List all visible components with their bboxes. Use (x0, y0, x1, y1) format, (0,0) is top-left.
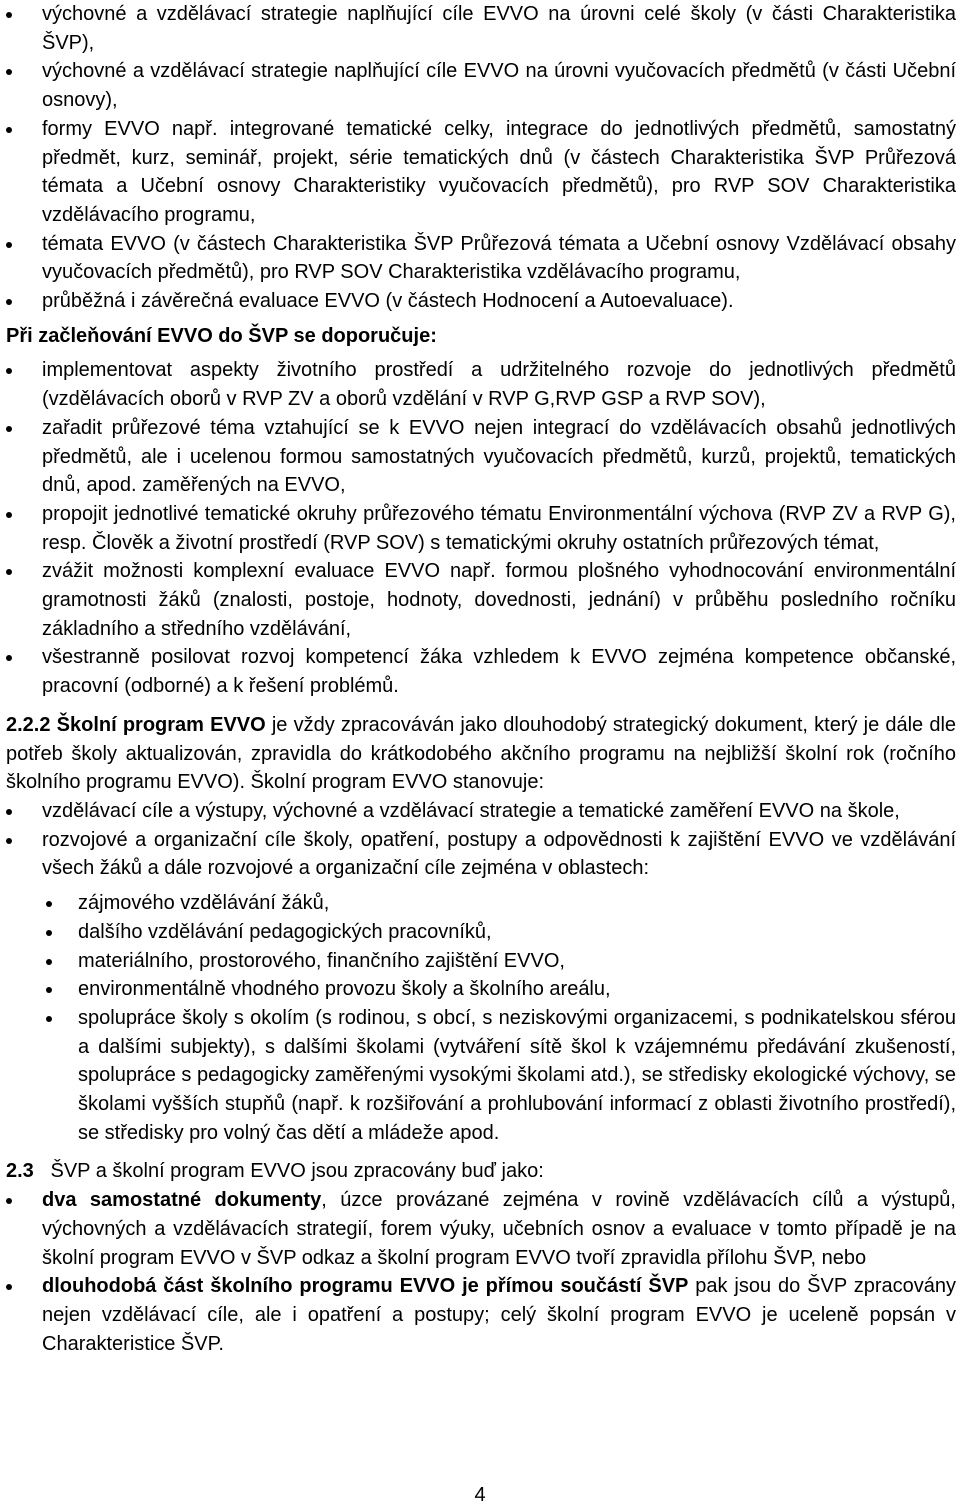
section-title: Školní program EVVO (56, 713, 266, 736)
list-item: výchovné a vzdělávací strategie naplňující cíle EVVO na úrovni celé školy (v části Charakteristika ŠVP), (6, 0, 956, 57)
list-item: implementovat aspekty životního prostředí a udržitelného rozvoje do jednotlivých předmětů (vzdělávacích oborů v RVP ZV a oborů vzdělání v RVP G,RVP GSP a RVP SOV), (6, 356, 956, 413)
list-item (6, 1272, 956, 1358)
list-top (6, 0, 956, 316)
list-item: dalšího vzdělávání pedagogických pracovníků, (6, 918, 956, 947)
section-text: ŠVP a školní program EVVO jsou zpracovány buď jako: (50, 1160, 544, 1183)
list-recommend (6, 356, 956, 700)
list-item-text: pak jsou do ŠVP zpracovány nejen vzdělávací cíle, ale i opatření a postupy; celý školní program EVVO je uceleně popsán v Charakteristice ŠVP. (42, 1275, 956, 1355)
list-forms (6, 1186, 956, 1358)
list-item: propojit jednotlivé tematické okruhy průřezového tématu Environmentální výchova (RVP ZV a RVP G), resp. Člověk a životní prostředí (RVP SOV) s tematickými okruhy ostatních průřezových témat, (6, 500, 956, 557)
list-areas (6, 889, 956, 1147)
section-222-paragraph (6, 711, 956, 797)
section-number: 2.3 (6, 1160, 34, 1183)
list-item: výchovné a vzdělávací strategie naplňující cíle EVVO na úrovni vyučovacích předmětů (v části Učební osnovy), (6, 57, 956, 114)
list-item: zájmového vzdělávání žáků, (6, 889, 956, 918)
list-item-text: , úzce provázané zejména v rovině vzdělávacích cílů a výstupů, výchovných a vzdělávacích strategií, forem výuky, učebních osnov a evaluace v tomto případě je na školní program EVVO v ŠVP odkaz a školní program EVVO tvoří zpravidla přílohu ŠVP, nebo (42, 1189, 956, 1269)
page-number: 4 (474, 1484, 486, 1506)
list-item: vzdělávací cíle a výstupy, výchovné a vzdělávací strategie a tematické zaměření EVVO na škole, (6, 797, 956, 826)
list-item: zvážit možnosti komplexní evaluace EVVO např. formou plošného vyhodnocování environmentální gramotnosti žáků (znalosti, postoje, hodnoty, dovednosti, jednání) v průběhu posledního ročníku základního a středního vzdělávání, (6, 557, 956, 643)
list-item (6, 1186, 956, 1272)
recommend-heading: Při začleňování EVVO do ŠVP se doporučuje: (6, 324, 437, 347)
list-item: environmentálně vhodného provozu školy a školního areálu, (6, 975, 956, 1004)
list-item: materiálního, prostorového, finančního zajištění EVVO, (6, 947, 956, 976)
list-item-bold: dva samostatné dokumenty (42, 1189, 322, 1212)
list-item: zařadit průřezové téma vztahující se k EVVO nejen integrací do vzdělávacích obsahů jednotlivých předmětů, ale i ucelenou formou samostatných vyučovacích předmětů, kurzů, projektů, tematických dnů, apod. zaměřených na EVVO, (6, 414, 956, 500)
list-item: spolupráce školy s okolím (s rodinou, s obcí, s neziskovými organizacemi, s podnikatelskou sférou a dalšími subjekty), s dalšími školami (vytváření sítě škol k vzájemnému předávání zkušeností, spolupráce s pedagogicky zaměřenými vysokými školami atd.), se středisky ekologické výchovy, se školami vyšších stupňů (např. k rozšiřování a prohlubování informací z oblasti životního prostředí), se středisky pro volný čas dětí a mládeže apod. (6, 1004, 956, 1148)
section-text: je vždy zpracováván jako dlouhodobý strategický dokument, který je dále dle potřeb školy aktualizován, zpravidla do krátkodobého akčního programu na nejbližší školní rok (ročního školního programu EVVO). Školní program EVVO stanovuje: (6, 713, 957, 794)
list-item: rozvojové a organizační cíle školy, opatření, postupy a odpovědnosti k zajištění EVVO ve vzdělávání všech žáků a dále rozvojové a organizační cíle zejména v oblastech: (6, 826, 956, 883)
list-item: všestranně posilovat rozvoj kompetencí žáka vzhledem k EVVO zejména kompetence občanské, pracovní (odborné) a k řešení problémů. (6, 643, 956, 700)
section-number: 2.2.2 (6, 713, 51, 736)
document-page (6, 0, 956, 1358)
list-item: formy EVVO např. integrované tematické celky, integrace do jednotlivých předmětů, samostatný předmět, kurz, seminář, projekt, série tematických dnů (v částech Charakteristika ŠVP Průřezová témata a Učební osnovy Charakteristiky vyučovacích předmětů), pro RVP SOV Charakteristika vzdělávacího programu, (6, 115, 956, 230)
list-item: průběžná i závěrečná evaluace EVVO (v částech Hodnocení a Autoevaluace). (6, 287, 956, 316)
list-item-bold: dlouhodobá část školního programu EVVO je přímou součástí ŠVP (42, 1275, 689, 1298)
list-program (6, 797, 956, 883)
list-item: témata EVVO (v částech Charakteristika ŠVP Průřezová témata a Učební osnovy Vzdělávací obsahy vyučovacích předmětů), pro RVP SOV Charakteristika vzdělávacího programu, (6, 230, 956, 287)
section-23-paragraph (6, 1157, 956, 1186)
